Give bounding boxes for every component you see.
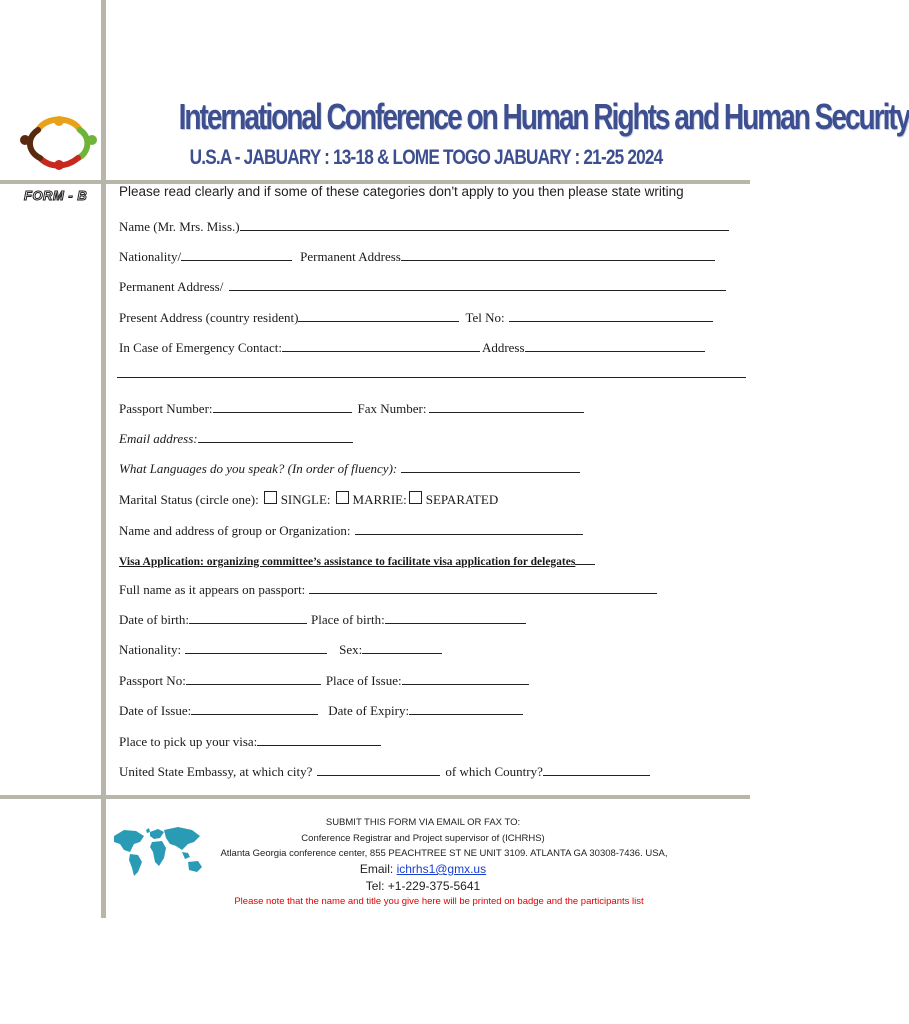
birth-row xyxy=(119,611,526,629)
tel-no-label: Tel No: xyxy=(465,310,505,325)
tel-no-field[interactable] xyxy=(509,309,713,322)
name-label: Name (Mr. Mrs. Miss.) xyxy=(119,219,240,234)
nationality-row xyxy=(119,248,715,266)
emergency-row xyxy=(119,339,705,357)
separated-option: SEPARATED xyxy=(425,492,499,507)
issue-expiry-row xyxy=(119,702,523,720)
nationality-label: Nationality/ xyxy=(119,249,182,264)
full-name-field[interactable] xyxy=(309,581,657,594)
pickup-visa-row xyxy=(119,733,381,751)
nationality-field[interactable] xyxy=(181,248,292,261)
full-name-row xyxy=(119,581,657,599)
single-option: SINGLE: xyxy=(280,492,331,507)
languages-label: What Languages do you speak? (In order of fluency): xyxy=(119,461,398,476)
name-row xyxy=(119,218,729,236)
visa-heading-underline xyxy=(575,552,595,565)
organization-row xyxy=(119,522,583,540)
permanent-address-label: Permanent Address xyxy=(300,249,401,264)
embassy-row xyxy=(119,763,650,781)
fax-number-field[interactable] xyxy=(429,400,584,413)
present-address-row xyxy=(119,309,713,327)
married-checkbox[interactable] xyxy=(336,491,349,504)
emergency-address-field[interactable] xyxy=(525,339,705,352)
email-prefix: Email: xyxy=(359,862,394,876)
embassy-city-field[interactable] xyxy=(317,763,440,776)
footer-divider xyxy=(0,795,750,799)
date-of-expiry-label: Date of Expiry: xyxy=(328,703,410,718)
passport-no-label: Passport No: xyxy=(119,673,186,688)
separator-line xyxy=(117,377,746,378)
conference-logo-icon xyxy=(16,112,102,172)
emergency-address-label: Address xyxy=(481,340,525,355)
telephone-line: Tel: +1-229-375-5641 xyxy=(365,879,481,893)
date-of-birth-field[interactable] xyxy=(189,611,307,624)
pickup-visa-field[interactable] xyxy=(257,733,381,746)
organization-label: Name and address of group or Organization: xyxy=(119,523,351,538)
badge-note: Please note that the name and title you give here will be printed on badge and the participants list xyxy=(234,896,644,907)
place-of-issue-label: Place of Issue: xyxy=(325,673,402,688)
date-of-issue-label: Date of Issue: xyxy=(119,703,192,718)
nationality-2-field[interactable] xyxy=(185,641,327,654)
languages-row xyxy=(119,460,580,478)
email-field[interactable] xyxy=(198,430,353,443)
single-checkbox[interactable] xyxy=(264,491,277,504)
permanent-address-2-field[interactable] xyxy=(229,278,726,291)
organization-field[interactable] xyxy=(355,522,583,535)
date-of-issue-field[interactable] xyxy=(191,702,318,715)
email-label: Email address: xyxy=(119,431,198,446)
nationality-2-label: Nationality: xyxy=(119,642,182,657)
languages-field[interactable] xyxy=(401,460,580,473)
world-map-icon xyxy=(110,822,206,878)
form-instructions: Please read clearly and if some of these categories don't apply to you then please state writing xyxy=(119,184,684,199)
visa-heading-row xyxy=(119,552,595,570)
email-link[interactable]: ichrhs1@gmx.us xyxy=(396,862,487,876)
date-of-birth-label: Date of birth: xyxy=(119,612,190,627)
registrar-address: Atlanta Georgia conference center, 855 PEACHTREE ST NE UNIT 3109. ATLANTA GA 30308-7436. USA, xyxy=(220,848,668,859)
emergency-contact-field[interactable] xyxy=(282,339,480,352)
email-line xyxy=(208,862,638,876)
registrar-line: Conference Registrar and Project supervisor of (ICHRHS) xyxy=(301,833,545,844)
name-field[interactable] xyxy=(240,218,729,231)
passport-issue-row xyxy=(119,672,529,690)
permanent-address-field[interactable] xyxy=(401,248,715,261)
date-of-expiry-field[interactable] xyxy=(409,702,523,715)
passport-no-field[interactable] xyxy=(186,672,321,685)
which-country-label: of which Country? xyxy=(445,764,543,779)
form-label: FORM - B xyxy=(24,188,88,203)
place-of-birth-label: Place of birth: xyxy=(311,612,385,627)
pickup-visa-label: Place to pick up your visa: xyxy=(119,734,258,749)
permanent-address-row xyxy=(119,278,726,296)
passport-number-label: Passport Number: xyxy=(119,401,213,416)
fax-number-label: Fax Number: xyxy=(357,401,427,416)
marital-status-row xyxy=(119,491,498,509)
full-name-label: Full name as it appears on passport: xyxy=(119,582,306,597)
passport-number-field[interactable] xyxy=(213,400,352,413)
emergency-contact-label: In Case of Emergency Contact: xyxy=(119,340,282,355)
visa-application-heading: Visa Application: organizing committee’s assistance to facilitate visa application for delegates xyxy=(119,556,576,568)
permanent-address-2-label: Permanent Address/ xyxy=(119,279,224,294)
embassy-city-label: United State Embassy, at which city? xyxy=(119,764,313,779)
marital-status-label: Marital Status (circle one): xyxy=(119,492,259,507)
present-address-label: Present Address (country resident) xyxy=(119,310,299,325)
email-row xyxy=(119,430,353,448)
place-of-issue-field[interactable] xyxy=(402,672,529,685)
submit-instruction: SUBMIT THIS FORM VIA EMAIL OR FAX TO: xyxy=(325,817,521,828)
place-of-birth-field[interactable] xyxy=(385,611,526,624)
conference-title: International Conference on Human Rights and Human Security xyxy=(178,96,909,137)
which-country-field[interactable] xyxy=(543,763,650,776)
sex-field[interactable] xyxy=(362,641,442,654)
passport-fax-row xyxy=(119,400,584,418)
present-address-field[interactable] xyxy=(298,309,459,322)
nationality-sex-row xyxy=(119,641,442,659)
married-option: MARRIE: xyxy=(352,492,407,507)
separated-checkbox[interactable] xyxy=(409,491,422,504)
sex-label: Sex: xyxy=(339,642,363,657)
conference-dates: U.S.A - JABUARY : 13-18 & LOME TOGO JABUARY : 21-25 2024 xyxy=(189,146,663,169)
